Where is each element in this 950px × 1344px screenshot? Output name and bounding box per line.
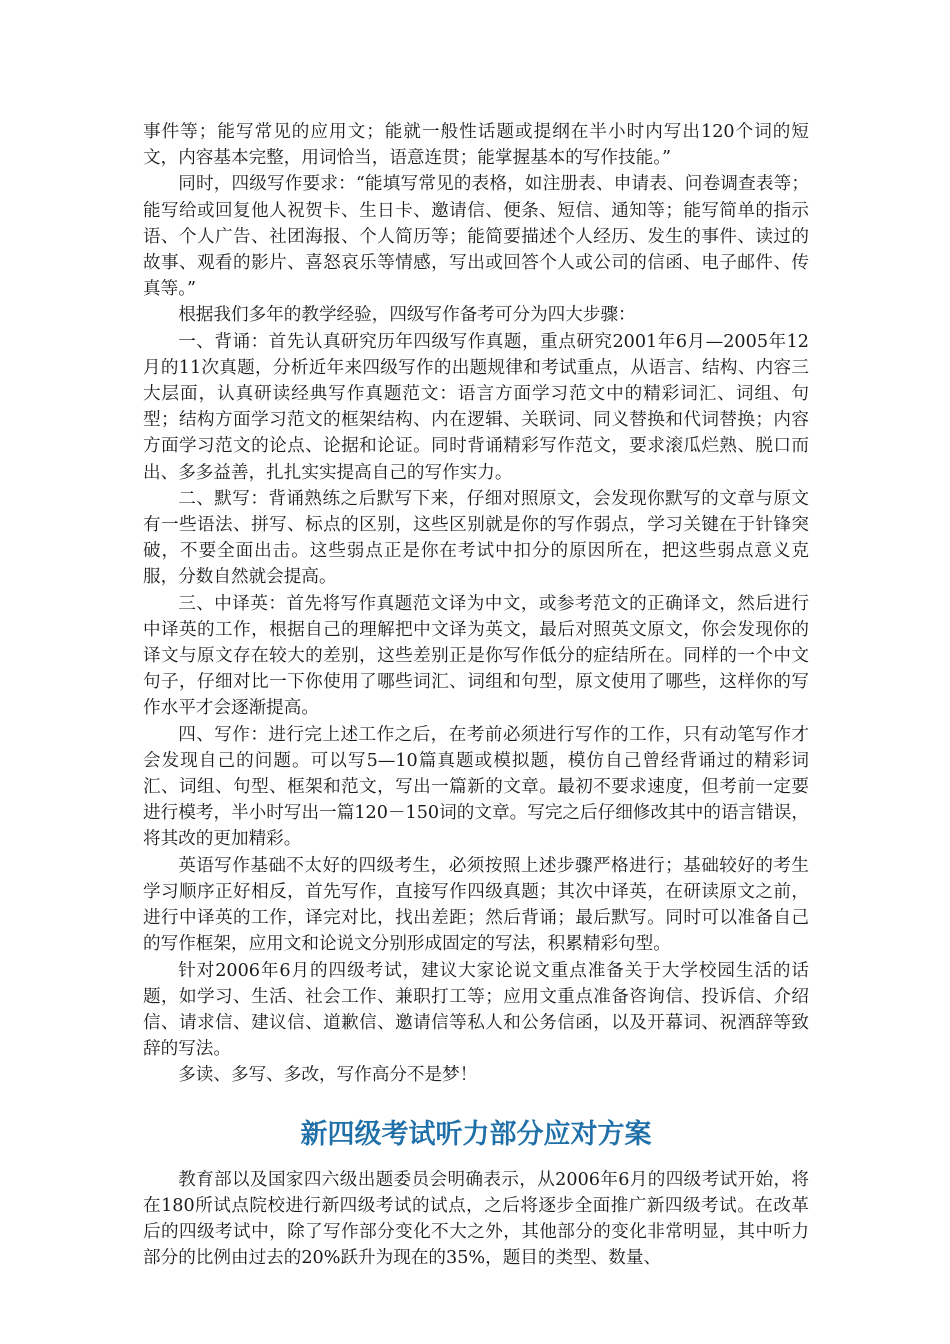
paragraph-writing-requirements: 同时，四级写作要求：“能填写常见的表格，如注册表、申请表、问卷调查表等；能写给或回复他人祝贺卡、生日卡、邀请信、便条、短信、通知等；能写简单的指示语、个人广告、社团海报、个人简历等；能简要描述个人经历、发生的事件、读过的故事、观看的影片、喜怒哀乐等情感，写出或回答个人或公司的信函、电子邮件、传真等。” <box>143 174 809 300</box>
paragraph-exam-topics: 针对2006年6月的四级考试，建议大家论说文重点准备关于大学校园生活的话题，如学习、生活、社会工作、兼职打工等；应用文重点准备咨询信、投诉信、介绍信、请求信、建议信、道歉信、邀请信等私人和公务信函，以及开幕词、祝酒辞等致辞的写法。 <box>143 960 809 1060</box>
paragraph-step-translation: 三、中译英：首先将写作真题范文译为中文，或参考范文的正确译文，然后进行中译英的工作，根据自己的理解把中文译为英文，最后对照英文原文，你会发现你的译文与原文存在较大的差别，这些差别正是你写作低分的症结所在。同样的一个中文句子，仔细对比一下你使用了哪些词汇、词组和句型，原文使用了哪些，这样你的写作水平才会逐渐提高。 <box>143 593 809 719</box>
paragraph-continuation: 事件等；能写常见的应用文；能就一般性话题或提纲在半小时内写出120个词的短文，内容基本完整，用词恰当，语意连贯；能掌握基本的写作技能。” <box>143 122 809 169</box>
paragraph-step-writing: 四、写作：进行完上述工作之后，在考前必须进行写作的工作，只有动笔写作才会发现自己的问题。可以写5—10篇真题或模拟题，模仿自己曾经背诵过的精彩词汇、词组、句型、框架和范文，写出一篇新的文章。最初不要求速度，但考前一定要进行模考，半小时写出一篇120－150词的文章。写完之后仔细修改其中的语言错误，将其改的更加精彩。 <box>143 724 809 850</box>
paragraph-study-order: 英语写作基础不太好的四级考生，必须按照上述步骤严格进行；基础较好的考生学习顺序正好相反，首先写作，直接写作四级真题；其次中译英，在研读原文之前，进行中译英的工作，译完对比，找出差距；然后背诵；最后默写。同时可以准备自己的写作框架，应用文和论说文分别形成固定的写法，积累精彩句型。 <box>143 855 809 955</box>
paragraph-step-dictation: 二、默写：背诵熟练之后默写下来，仔细对照原文，会发现你默写的文章与原文有一些语法、拼写、标点的区别，这些区别就是你的写作弱点，学习关键在于针锋突破，不要全面出击。这些弱点正是你在考试中扣分的原因所在，把这些弱点意义克服，分数自然就会提高。 <box>143 488 809 588</box>
paragraph-step-recite: 一、背诵：首先认真研究历年四级写作真题，重点研究2001年6月—2005年12月的11次真题，分析近年来四级写作的出题规律和考试重点，从语言、结构、内容三大层面，认真研读经典写作真题范文：语言方面学习范文中的精彩词汇、词组、句型；结构方面学习范文的框架结构、内在逻辑、关联词、同义替换和代词替换；内容方面学习范文的论点、论据和论证。同时背诵精彩写作范文，要求滚瓜烂熟、脱口而出、多多益善，扎扎实实提高自己的写作实力。 <box>143 331 809 483</box>
paragraph-slogan: 多读、多写、多改，写作高分不是梦！ <box>178 1065 478 1086</box>
paragraph-four-steps-intro: 根据我们多年的教学经验，四级写作备考可分为四大步骤： <box>178 305 636 326</box>
section-title: 新四级考试听力部分应对方案 <box>300 1118 652 1150</box>
document-page <box>143 119 809 1271</box>
paragraph-listening-intro: 教育部以及国家四六级出题委员会明确表示，从2006年6月的四级考试开始，将在180所试点院校进行新四级考试的试点，之后将逐步全面推广新四级考试。在改革后的四级考试中，除了写作部分变化不大之外，其他部分的变化非常明显，其中听力部分的比例由过去的20%跃升为现在的35%，题目的类型、数量、 <box>143 1169 809 1269</box>
